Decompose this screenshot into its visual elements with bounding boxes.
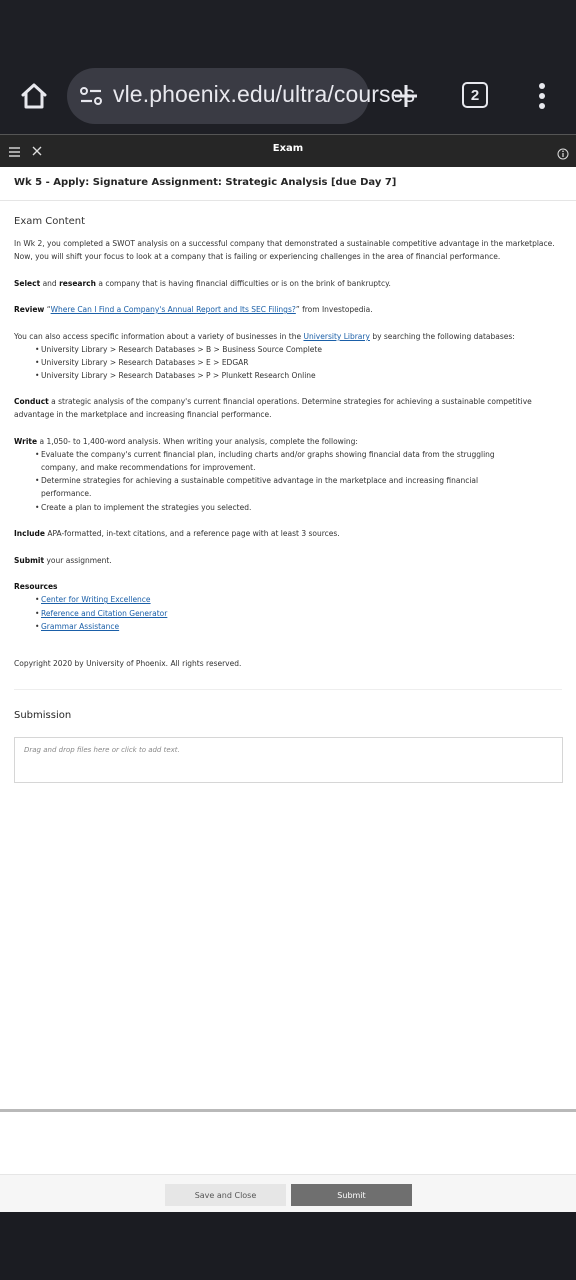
write-item: • Determine strategies for achieving a sustainable competitive advantage in the marketplace and increasing financial performance. xyxy=(35,474,515,500)
conduct-paragraph: Conduct a strategic analysis of the company's current financial operations. Determine strategies for achieving a sustainable competitive advantage in the marketplace and increasing financial performance. xyxy=(14,397,532,419)
exam-content-panel xyxy=(0,167,576,1111)
submission-dropzone[interactable] xyxy=(14,737,563,783)
intro-paragraph: In Wk 2, you completed a SWOT analysis on a successful company that demonstrated a sustainable competitive advantage in the marketplace. Now, you will shift your focus to look at a company that is failing or experiencing challenges in the area of financial performance. xyxy=(14,239,555,261)
browser-toolbar xyxy=(0,0,576,134)
resource-item xyxy=(35,593,515,606)
divider xyxy=(14,689,562,690)
assignment-title: Wk 5 - Apply: Signature Assignment: Strategic Analysis [due Day 7] xyxy=(14,177,397,188)
grammar-assistance-link[interactable]: Grammar Assistance xyxy=(41,622,120,631)
site-settings-icon[interactable] xyxy=(79,84,103,108)
url-text[interactable]: vle.phoenix.edu/ultra/courses xyxy=(113,81,416,107)
new-tab-icon[interactable] xyxy=(388,78,424,114)
university-library-link[interactable]: University Library xyxy=(303,332,370,341)
submit-paragraph: Submit your assignment. xyxy=(14,556,112,565)
tab-count: 2 xyxy=(470,86,480,104)
exam-header-bar xyxy=(0,134,576,167)
tab-switcher-button[interactable] xyxy=(462,82,488,108)
address-bar[interactable] xyxy=(67,68,416,124)
citation-generator-link[interactable]: Reference and Citation Generator xyxy=(41,609,168,618)
investopedia-link[interactable]: Where Can I Find a Company's Annual Report and Its SEC Filings? xyxy=(50,305,296,314)
blank-area xyxy=(0,1112,576,1174)
info-icon[interactable] xyxy=(557,145,569,157)
database-item: • University Library > Research Databases > B > Business Source Complete xyxy=(35,343,515,356)
submit-button[interactable]: Submit xyxy=(291,1184,412,1206)
home-icon[interactable] xyxy=(14,74,54,118)
write-paragraph: Write a 1,050- to 1,400-word analysis. When writing your analysis, complete the following: xyxy=(14,437,358,446)
system-nav-area xyxy=(0,1212,576,1280)
more-menu-icon[interactable] xyxy=(530,80,554,112)
write-item: • Evaluate the company's current financial plan, including charts and/or graphs showing financial data from the struggling company, and make recommendations for improvement. xyxy=(35,448,515,474)
divider xyxy=(0,200,576,201)
writing-excellence-link[interactable]: Center for Writing Excellence xyxy=(41,595,151,604)
action-footer xyxy=(0,1174,576,1212)
dropzone-placeholder: Drag and drop files here or click to add text. xyxy=(24,746,180,754)
review-paragraph: Review “Where Can I Find a Company's Annual Report and Its SEC Filings?” from Investopedia. xyxy=(14,305,373,314)
database-item: • University Library > Research Databases > P > Plunkett Research Online xyxy=(35,369,515,382)
write-item: • Create a plan to implement the strategies you selected. xyxy=(35,501,515,514)
include-paragraph: Include APA-formatted, in-text citations, and a reference page with at least 3 sources. xyxy=(14,529,340,538)
database-item: • University Library > Research Databases > E > EDGAR xyxy=(35,356,515,369)
copyright-text: Copyright 2020 by University of Phoenix. All rights reserved. xyxy=(14,659,242,668)
resources-heading: Resources xyxy=(14,582,58,591)
submission-heading: Submission xyxy=(14,710,72,721)
resource-item xyxy=(35,620,515,633)
exam-title: Exam xyxy=(272,143,304,154)
resource-item xyxy=(35,607,515,620)
save-and-close-button[interactable]: Save and Close xyxy=(165,1184,286,1206)
select-paragraph: Select and research a company that is having financial difficulties or is on the brink of bankruptcy. xyxy=(14,279,391,288)
access-paragraph: You can also access specific information about a variety of businesses in the University Library by searching the following databases: xyxy=(14,332,515,341)
section-heading: Exam Content xyxy=(14,216,86,227)
